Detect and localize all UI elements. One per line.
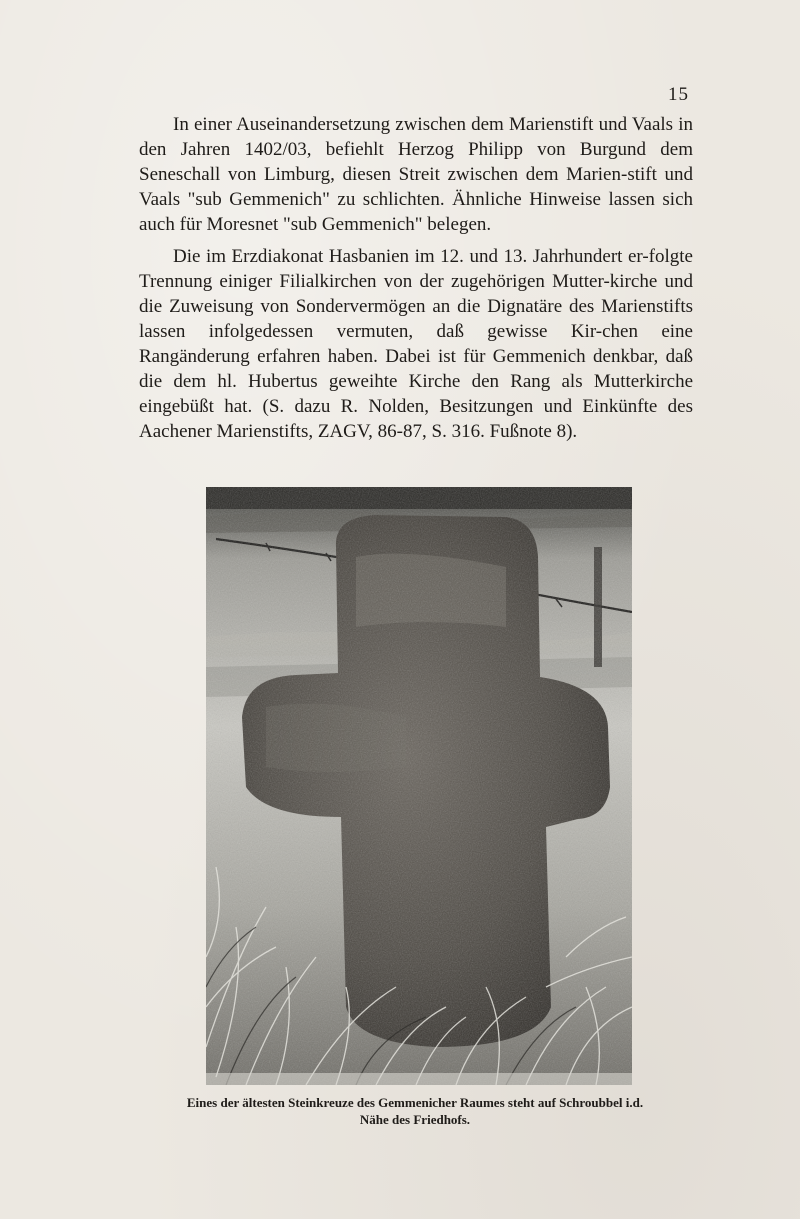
line: Einkünfte des Aachener Marienstifts, ZAGV, 86-87, S. 316. <box>139 396 693 442</box>
caption-line-2: Nähe des Friedhofs. <box>359 1112 471 1127</box>
stone-cross-photo <box>206 487 632 1085</box>
photo-caption <box>130 1094 700 1128</box>
line: folgte Trennung einiger Filialkirchen von der zugehörigen Mutter- <box>139 246 693 292</box>
stone-cross-image <box>206 487 632 1085</box>
paragraph-2 <box>139 244 693 444</box>
line: kirche und die Zuweisung von Sondervermögen an die Dignatäre <box>139 271 693 317</box>
line: In einer Auseinandersetzung zwischen dem Marienstift und <box>173 114 628 135</box>
line: Fußnote 8). <box>489 421 578 442</box>
paragraph-1 <box>139 112 693 237</box>
page-number: 15 <box>668 84 689 105</box>
line: des Marienstifts lassen infolgedessen vermuten, daß gewisse Kir- <box>139 296 694 342</box>
line: Vaals in den Jahren 1402/03, befiehlt Herzog Philipp von Burgund <box>139 114 693 160</box>
line: chen eine Rangänderung erfahren haben. Dabei ist für Gemmenich <box>139 321 693 367</box>
line: Die im Erzdiakonat Hasbanien im 12. und 13. Jahrhundert er- <box>173 246 649 267</box>
caption-line-1: Eines der ältesten Steinkreuze des Gemmenicher Raumes steht auf Schroubbel i.d. <box>186 1095 644 1110</box>
line: lassen sich auch für Moresnet "sub Gemmenich" belegen. <box>139 189 693 235</box>
line: Mutterkirche eingebüßt hat. (S. dazu R. Nolden, Besitzungen und <box>139 371 693 417</box>
body-text <box>139 112 693 451</box>
line: dem Seneschall von Limburg, diesen Streit zwischen dem Marien- <box>139 139 693 185</box>
line: denkbar, daß die dem hl. Hubertus geweihte Kirche den Rang als <box>139 346 694 392</box>
line: stift und Vaals "sub Gemmenich" zu schlichten. Ähnliche Hinweise <box>139 164 693 210</box>
